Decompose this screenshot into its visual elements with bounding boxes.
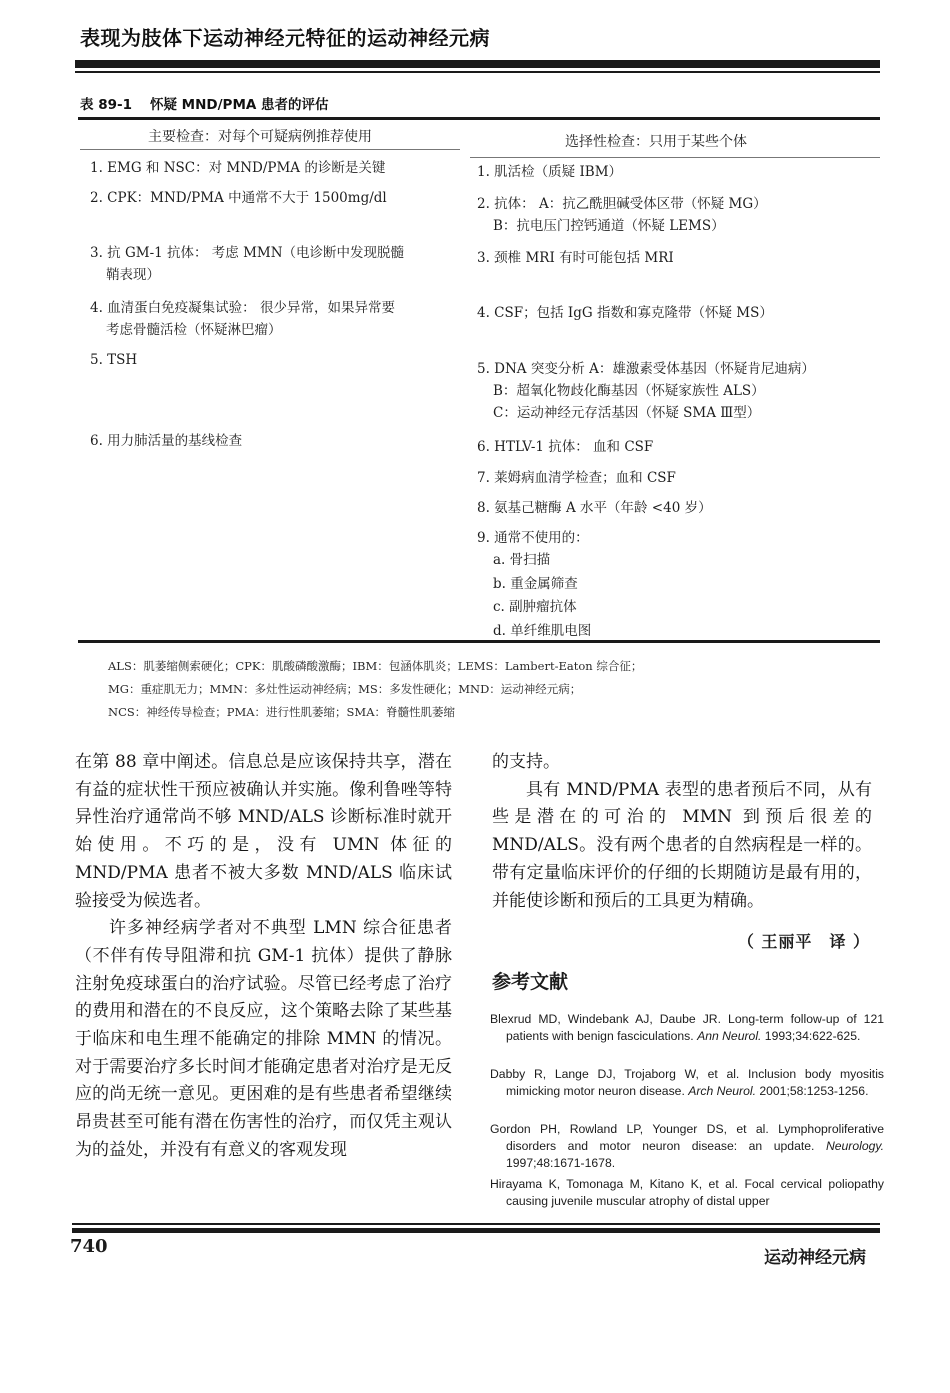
table-cell-right-2: [477, 193, 882, 237]
reference-item: [490, 1121, 884, 1172]
cell-line: 4. 血清蛋白免疫凝集试验： 很少异常，如果异常要: [90, 300, 395, 316]
reference-text: 1993;34:622-625.: [761, 1029, 861, 1043]
references-heading: 参考文献: [492, 971, 569, 993]
table-header-rule-right: [470, 157, 880, 158]
body-right-column: [492, 749, 872, 915]
table-bottom-rule: [78, 640, 880, 643]
table-cell-right-5: [477, 358, 882, 424]
table-cell-right-1: [477, 161, 882, 183]
reference-item: [490, 1066, 884, 1100]
table-top-rule: [78, 117, 880, 120]
footer-rule-thick: [72, 1228, 880, 1233]
table-cell-right-8: [477, 497, 882, 519]
table-cell-right-7: [477, 467, 882, 489]
header-rule-thin: [75, 71, 880, 73]
reference-item: [490, 1176, 884, 1210]
cell-line: 8. 氨基己糖酶 A 水平（年龄 <40 岁）: [477, 500, 712, 516]
reference-text: 2001;58:1253-1256.: [755, 1084, 869, 1098]
cell-line: 3. 抗 GM-1 抗体： 考虑 MMN（电诊断中发现脱髓: [90, 245, 405, 261]
body-left-column: [75, 749, 452, 1165]
body-paragraph: 的支持。: [492, 752, 560, 772]
page-number: 740: [70, 1236, 108, 1257]
reference-text: Gordon PH, Rowland LP, Younger DS, et al. Lymphoproliferative disorders and motor neuron disease: an update.: [490, 1122, 884, 1153]
reference-journal: Neurology.: [825, 1139, 884, 1153]
cell-line: 5. DNA 突变分析 A：雄激素受体基因（怀疑肯尼迪病）: [477, 361, 815, 377]
reference-text: Blexrud MD, Windebank AJ, Daube JR. Long-term follow-up of 121 patients with benign fasciculations.: [490, 1012, 884, 1043]
table-cell-left-4: [90, 297, 465, 341]
cell-line: 6. HTLV-1 抗体： 血和 CSF: [477, 439, 654, 455]
table-title: 怀疑 MND/PMA 患者的评估: [149, 97, 329, 113]
cell-line: 2. 抗体： A：抗乙酰胆碱受体区带（怀疑 MG）: [477, 196, 767, 212]
table-header-rule-left: [80, 149, 460, 150]
table-cell-left-3: [90, 242, 465, 286]
cell-line: B：超氧化物歧化酶基因（怀疑家族性 ALS）: [493, 383, 765, 399]
cell-line: 7. 莱姆病血清学检查；血和 CSF: [477, 470, 676, 486]
cell-line: B：抗电压门控钙通道（怀疑 LEMS）: [493, 218, 725, 234]
body-paragraph: 具有 MND/PMA 表型的患者预后不同，从有些是潜在的可治的 MMN 到预后很差的 MND/ALS。没有两个患者的自然病程是一样的。带有定量临床评价的仔细的长期随访是最有用的，并能使诊断和预后的工具更为精确。: [492, 779, 872, 911]
table-number: 表 89-1: [80, 97, 132, 113]
table-cell-right-4: [477, 302, 882, 324]
cell-line: 5. TSH: [90, 352, 138, 368]
cell-line: 9. 通常不使用的：: [477, 530, 589, 546]
body-paragraph: 在第 88 章中阐述。信息总是应该保持共享，潜在有益的症状性干预应被确认并实施。像利鲁唑等特异性治疗通常尚不够 MND/ALS 诊断标准时就开始使用。不巧的是，没有 UMN 体征的 MND/PMA 患者不被大多数 MND/ALS 临床试验接受为候选者。: [75, 752, 452, 911]
cell-line: 4. CSF；包括 IgG 指数和寡克隆带（怀疑 MS）: [477, 305, 773, 321]
table-cell-left-6: [90, 430, 465, 452]
table-col-header-right: 选择性检查：只用于某些个体: [565, 134, 747, 150]
cell-line: 1. EMG 和 NSC：对 MND/PMA 的诊断是关键: [90, 160, 386, 176]
cell-line: 考虑骨髓活检（怀疑淋巴瘤）: [106, 322, 282, 338]
table-cell-right-3: [477, 247, 882, 269]
table-col-header-left: 主要检查：对每个可疑病例推荐使用: [148, 129, 372, 145]
cell-line: 2. CPK：MND/PMA 中通常不大于 1500mg/dl: [90, 190, 387, 206]
reference-journal: Arch Neurol.: [688, 1084, 756, 1098]
table-cell-right-6: [477, 436, 882, 458]
table-cell-right-9: [477, 527, 882, 643]
running-footer-title: 运动神经元病: [764, 1248, 866, 1268]
table-cell-left-1: [90, 157, 465, 179]
table-abbreviations-line-2: MG：重症肌无力；MMN：多灶性运动神经病；MS：多发性硬化；MND：运动神经元病；: [108, 682, 582, 696]
cell-line: c. 副肿瘤抗体: [493, 599, 577, 615]
cell-line: 鞘表现）: [106, 267, 160, 283]
reference-journal: Ann Neurol.: [697, 1029, 762, 1043]
table-cell-left-5: [90, 349, 465, 371]
cell-line: d. 单纤维肌电图: [493, 622, 592, 639]
reference-text: Hirayama K, Tomonaga M, Kitano K, et al. Focal cervical poliopathy causing juvenile muscular atrophy of distal upper: [490, 1177, 884, 1208]
translator-credit: （ 王丽平 译 ）: [737, 932, 870, 951]
cell-line: C：运动神经元存活基因（怀疑 SMA Ⅲ型）: [493, 405, 761, 421]
table-abbreviations-line-3: NCS：神经传导检查；PMA：进行性肌萎缩；SMA：脊髓性肌萎缩: [108, 705, 456, 719]
running-header-title: 表现为肢体下运动神经元特征的运动神经元病: [80, 26, 490, 50]
table-cell-left-2: [90, 187, 465, 209]
footer-rule-thin: [72, 1223, 880, 1225]
header-rule-thick: [75, 60, 880, 68]
reference-text: Dabby R, Lange DJ, Trojaborg W, et al. Inclusion body myositis mimicking motor neuron disease.: [490, 1067, 884, 1098]
table-caption: [80, 93, 329, 113]
reference-text: 1997;48:1671-1678.: [506, 1156, 616, 1170]
table-abbreviations-line-1: ALS：肌萎缩侧索硬化；CPK：肌酸磷酸激酶；IBM：包涵体肌炎；LEMS：Lambert-Eaton 综合征；: [108, 659, 643, 673]
body-paragraph: 许多神经病学者对不典型 LMN 综合征患者（不伴有传导阻滞和抗 GM-1 抗体）提供了静脉注射免疫球蛋白的治疗试验。尽管已经考虑了治疗的费用和潜在的不良反应，这个策略去除了某些基于临床和电生理不能确定的排除 MMN 的情况。对于需要治疗多长时间才能确定患者对治疗是无反应的尚无统一意见。更困难的是有些患者希望继续昂贵甚至可能有潜在伤害性的治疗，而仅凭主观认为的益处，并没有有意义的客观发现: [75, 918, 452, 1160]
cell-line: 1. 肌活检（质疑 IBM）: [477, 164, 623, 180]
cell-line: 6. 用力肺活量的基线检查: [90, 433, 243, 449]
cell-line: 3. 颈椎 MRI 有时可能包括 MRI: [477, 250, 674, 266]
cell-line: b. 重金属筛查: [493, 575, 578, 592]
cell-line: a. 骨扫描: [493, 552, 551, 568]
reference-item: [490, 1011, 884, 1045]
